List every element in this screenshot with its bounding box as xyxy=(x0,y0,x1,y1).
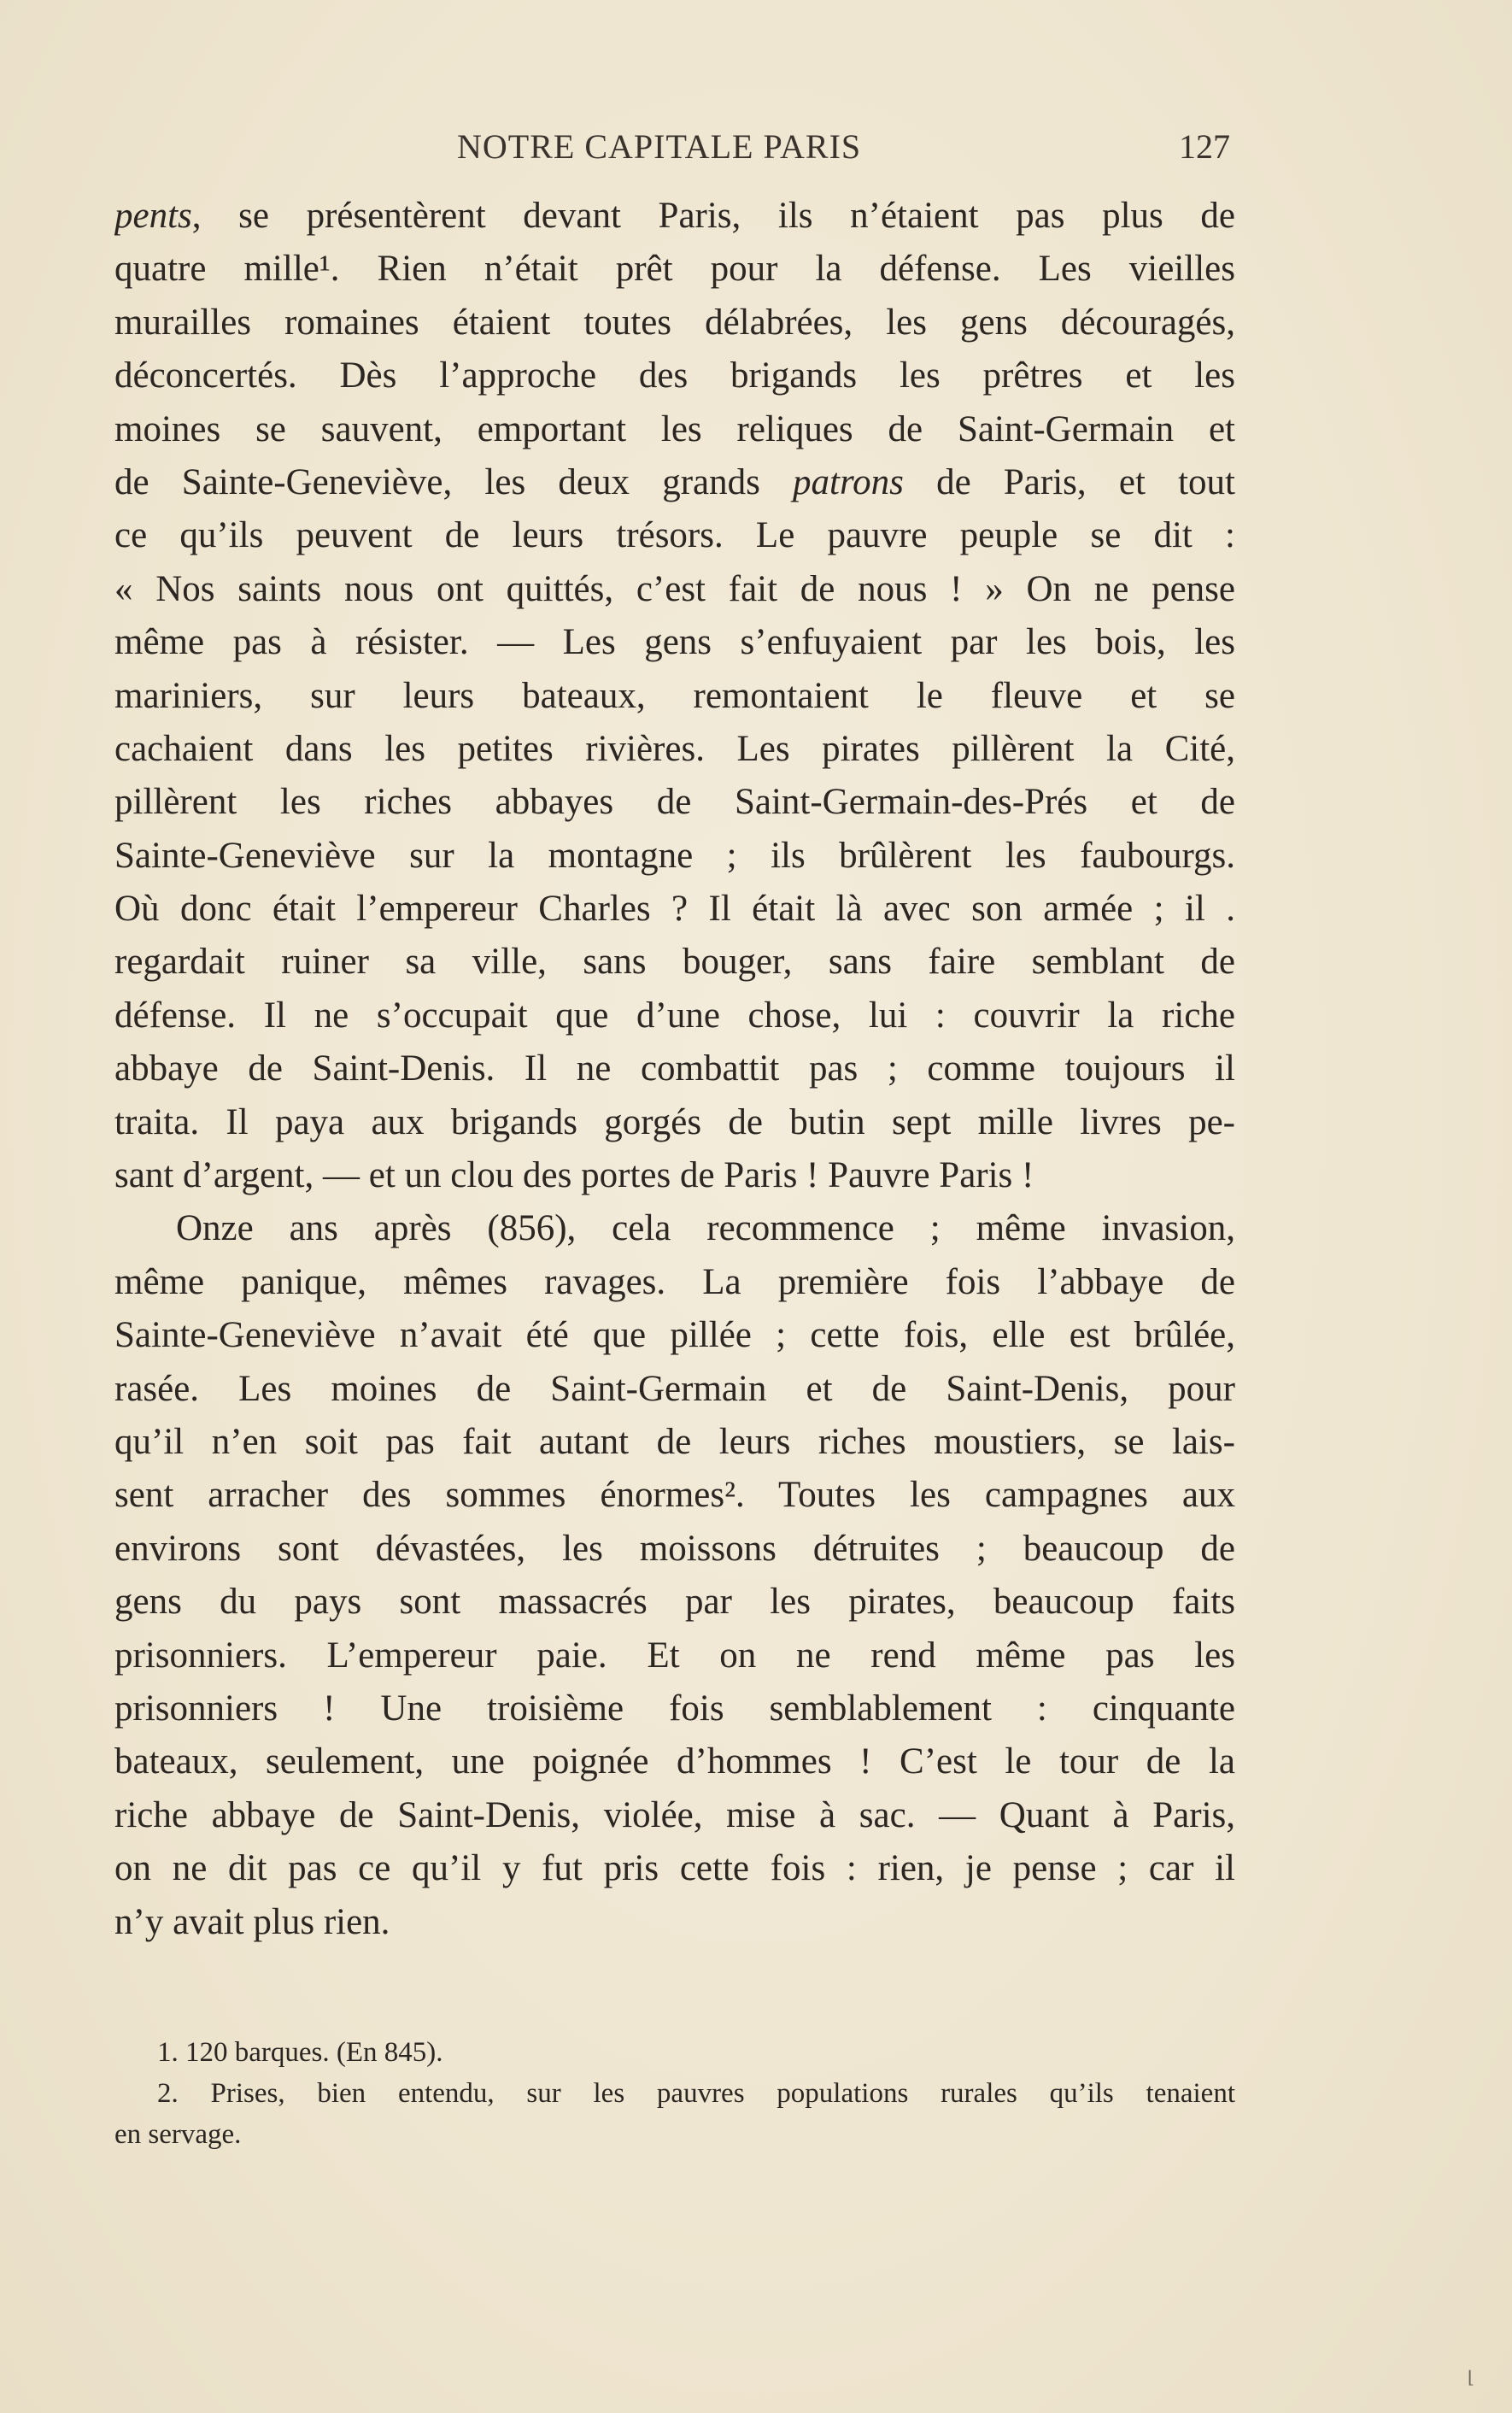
text-line: environs sont dévastées, les moissons détruites ; beaucoup de xyxy=(114,1528,1235,1569)
text-line: bateaux, seulement, une poignée d’hommes ! C’est le tour de la xyxy=(114,1741,1235,1782)
ink-mark: ⌊ xyxy=(1468,2369,1474,2387)
text-line: Où donc était l’empereur Charles ? Il était là avec son armée ; il . xyxy=(114,889,1235,930)
text-line: prisonniers ! Une troisième fois semblablement : cinquante xyxy=(114,1688,1235,1729)
text-line: riche abbaye de Saint-Denis, violée, mise à sac. — Quant à Paris, xyxy=(114,1794,1235,1835)
text-line: défense. Il ne s’occupait que d’une chose, lui : couvrir la riche xyxy=(114,995,1235,1036)
text-line: de Sainte-Geneviève, les deux grands patrons de Paris, et tout xyxy=(114,461,1235,502)
text-line: gens du pays sont massacrés par les pirates, beaucoup faits xyxy=(114,1582,1235,1623)
footnote-2-continuation: en servage. xyxy=(114,2119,242,2150)
text-line: pents, se présentèrent devant Paris, ils n’étaient pas plus de xyxy=(114,196,1235,236)
text-line: on ne dit pas ce qu’il y fut pris cette fois : rien, je pense ; car il xyxy=(114,1848,1235,1889)
body-text xyxy=(114,190,1235,1949)
text-line: même panique, mêmes ravages. La première fois l’abbaye de xyxy=(114,1261,1235,1302)
text-line: regardait ruiner sa ville, sans bouger, sans faire semblant de xyxy=(114,942,1235,983)
text-line: n’y avait plus rien. xyxy=(114,1901,390,1942)
text-line: Sainte-Geneviève sur la montagne ; ils brûlèrent les faubourgs. xyxy=(114,835,1235,876)
text-line: pillèrent les riches abbayes de Saint-Germain-des-Prés et de xyxy=(114,782,1235,823)
text-line: sant d’argent, — et un clou des portes de Paris ! Pauvre Paris ! xyxy=(114,1155,1034,1196)
text-line: traita. Il paya aux brigands gorgés de butin sept mille livres pe- xyxy=(114,1101,1235,1142)
page-number: 127 xyxy=(1179,127,1230,166)
footnotes xyxy=(114,2032,1235,2155)
footnote-2: 2. Prises, bien entendu, sur les pauvres populations rurales qu’ils tenaient xyxy=(157,2078,1235,2109)
text-line: quatre mille¹. Rien n’était prêt pour la défense. Les vieilles xyxy=(114,249,1235,290)
text-line: Onze ans après (856), cela recommence ; même invasion, xyxy=(176,1208,1235,1249)
text-line: moines se sauvent, emportant les reliques de Saint-Germain et xyxy=(114,408,1235,449)
text-line: déconcertés. Dès l’approche des brigands les prêtres et les xyxy=(114,355,1235,396)
text-line: qu’il n’en soit pas fait autant de leurs riches moustiers, se lais- xyxy=(114,1421,1235,1462)
text-line: ce qu’ils peuvent de leurs trésors. Le pauvre peuple se dit : xyxy=(114,515,1235,556)
text-line: « Nos saints nous ont quittés, c’est fait de nous ! » On ne pense xyxy=(114,568,1235,609)
text-line: abbaye de Saint-Denis. Il ne combattit pas ; comme toujours il xyxy=(114,1048,1235,1089)
text-line: prisonniers. L’empereur paie. Et on ne rend même pas les xyxy=(114,1635,1235,1676)
text-line: sent arracher des sommes énormes². Toutes les campagnes aux xyxy=(114,1475,1235,1516)
text-line: murailles romaines étaient toutes délabrées, les gens découragés, xyxy=(114,302,1235,343)
text-line: mariniers, sur leurs bateaux, remontaient le fleuve et se xyxy=(114,675,1235,716)
running-title: NOTRE CAPITALE PARIS xyxy=(457,127,862,166)
text-line: cachaient dans les petites rivières. Les pirates pillèrent la Cité, xyxy=(114,728,1235,769)
text-line: rasée. Les moines de Saint-Germain et de Saint-Denis, pour xyxy=(114,1368,1235,1409)
text-line: Sainte-Geneviève n’avait été que pillée ; cette fois, elle est brûlée, xyxy=(114,1315,1235,1356)
text-line: même pas à résister. — Les gens s’enfuyaient par les bois, les xyxy=(114,622,1235,663)
footnote-1: 1. 120 barques. (En 845). xyxy=(157,2037,443,2068)
